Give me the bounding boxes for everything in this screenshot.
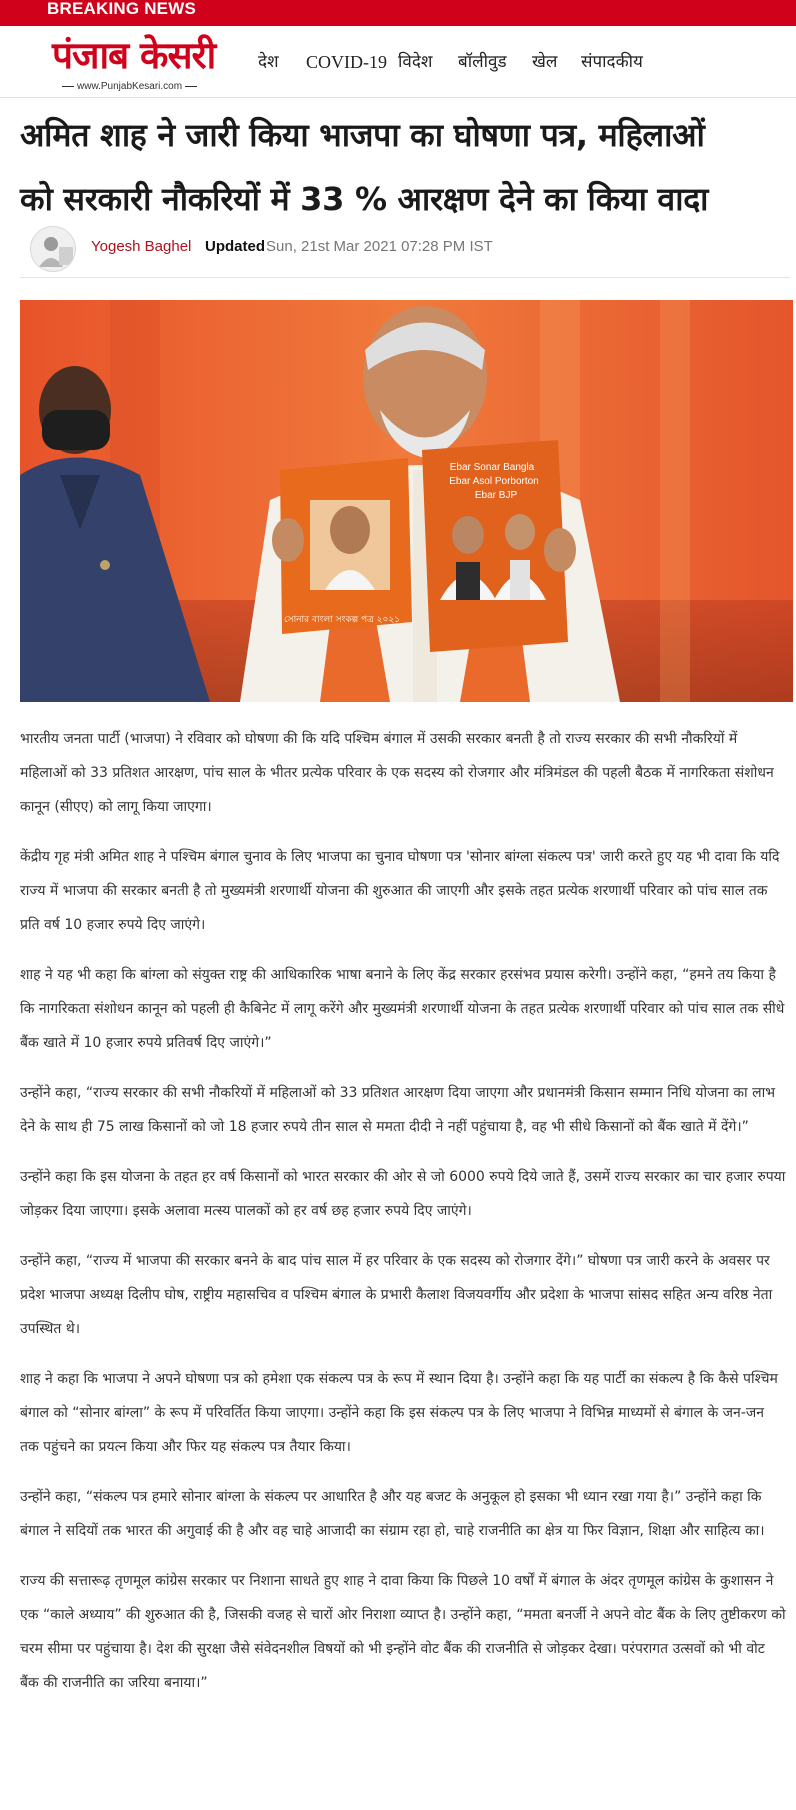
booklet-right-line-2: Ebar Asol Porborton: [449, 476, 539, 487]
article-body: [20, 722, 786, 1716]
author-avatar[interactable]: [30, 226, 76, 272]
booklet-right-line-3: Ebar BJP: [474, 490, 518, 501]
article-paragraph: उन्होंने कहा, “राज्य में भाजपा की सरकार बनने के बाद पांच साल में हर परिवार के एक सदस्य को रोजगार देंगे।” घोषणा पत्र जारी करने के अवसर पर प्रदेश भाजपा अध्यक्ष दिलीप घोष, राष्ट्रीय महासचिव व पश्चिम बंगाल के प्रभारी कैलाश विजयवर्गीय और प्रदेशा के भाजपा सांसद सहित अन्य वरिष्ठ नेता उपस्थित थे।: [20, 1253, 773, 1337]
nav-item-covid[interactable]: COVID-19: [306, 52, 387, 72]
site-logo[interactable]: [52, 34, 242, 94]
article-paragraph: उन्होंने कहा, “राज्य सरकार की सभी नौकरियों में महिलाओं को 33 प्रतिशत आरक्षण दिया जाएगा और प्रधानमंत्री किसान सम्मान निधि योजना का लाभ देने के साथ ही 75 लाख किसानों को जो 18 हजार रुपये तीन साल से ममता दीदी ने नहीं पहुंचाया है, वह भी सीधे किसानों को बैंक खाते में देंगे।”: [20, 1085, 776, 1135]
article-paragraph: शाह ने यह भी कहा कि बांग्ला को संयुक्त राष्ट्र की आधिकारिक भाषा बनाने के लिए केंद्र सरकार हरसंभव प्रयास करेगी। उन्होंने कहा, “हमने तय किया है कि नागरिकता संशोधन कानून को पहली ही कैबिनेट में लागू करेंगे और मुख्यमंत्री शरणार्थी योजना के तहत प्रत्येक शरणार्थी परिवार को पांच साल तक सीधे बैंक खाते में 10 हजार रुपये प्रतिवर्ष दिए जाएंगे।”: [20, 967, 785, 1051]
booklet-right-line-1: Ebar Sonar Bangla: [449, 462, 535, 473]
article-paragraph: राज्य की सत्तारूढ़ तृणमूल कांग्रेस सरकार पर निशाना साधते हुए शाह ने दावा किया कि पिछले 10 वर्षों में बंगाल के अंदर तृणमूल कांग्रेस के कुशासन ने एक “काले अध्याय” की शुरुआत की है, जिसकी वजह से चारों ओर निराशा व्याप्त है। उन्होंने कहा, “ममता बनर्जी ने अपने वोट बैंक के लिए तुष्टीकरण को चरम सीमा पर पहुंचाया है। देश की सुरक्षा जैसे संवेदनशील विषयों को भी इन्होंने वोट बैंक की राजनीति से जोड़कर देखा। परंपरागत उत्सवों को भी वोट बैंक की राजनीति का जरिया बनाया।”: [20, 1573, 786, 1691]
nav-item-videsh[interactable]: विदेश: [398, 52, 433, 72]
logo-url: www.PunjabKesari.com: [62, 81, 197, 92]
article-paragraph: भारतीय जनता पार्टी (भाजपा) ने रविवार को घोषणा की कि यदि पश्चिम बंगाल में उसकी सरकार बनती है तो राज्य सरकार की सभी नौकरियों में महिलाओं को 33 प्रतिशत आरक्षण, पांच साल के भीतर प्रत्येक परिवार के एक सदस्य को रोजगार और मंत्रिमंडल की पहली बैठक में नागरिकता संशोधन कानून (सीएए) को लागू किया जाएगा।: [20, 731, 774, 815]
author-name[interactable]: Yogesh Baghel: [91, 238, 192, 255]
article-paragraph: शाह ने कहा कि भाजपा ने अपने घोषणा पत्र को हमेशा एक संकल्प पत्र के रूप में स्थान दिया है। उन्होंने कहा कि यह पार्टी का संकल्प है कि कैसे पश्चिम बंगाल को “सोनार बांग्ला” के रूप में परिवर्तित किया जाएगा। उन्होंने कहा कि इस संकल्प पत्र के लिए भाजपा ने विभिन्न माध्यमों से बंगाल के जन-जन तक पहुंचने का प्रयत्न किया और फिर यह संकल्प पत्र तैयार किया।: [20, 1371, 778, 1455]
article-paragraph: उन्होंने कहा कि इस योजना के तहत हर वर्ष किसानों को भारत सरकार की ओर से जो 6000 रुपये दिये जाते हैं, उसमें राज्य सरकार का चार हजार रुपया जोड़कर दिया जाएगा। इसके अलावा मत्स्य पालकों को हर वर्ष छह हजार रुपये दिए जाएंगे।: [20, 1169, 786, 1219]
byline: [20, 222, 790, 278]
breaking-news-bar: [0, 0, 796, 26]
nav-item-desh[interactable]: देश: [258, 52, 279, 72]
nav-item-khel[interactable]: खेल: [532, 52, 558, 72]
article-paragraph: केंद्रीय गृह मंत्री अमित शाह ने पश्चिम बंगाल चुनाव के लिए भाजपा का चुनाव घोषणा पत्र 'सोनार बांग्ला संकल्प पत्र' जारी करते हुए यह भी दावा कि यदि राज्य में भाजपा की सरकार बनती है तो मुख्यमंत्री शरणार्थी योजना की शुरुआत की जाएगी और इसके तहत प्रत्येक शरणार्थी परिवार को पांच साल तक प्रति वर्ष 10 हजार रुपये दिए जाएंगे।: [20, 849, 780, 933]
author-avatar-image: [31, 227, 76, 272]
nav-item-sampadkiya[interactable]: संपादकीय: [581, 52, 643, 72]
nav-item-bollywood[interactable]: बॉलीवुड: [458, 52, 507, 72]
updated-timestamp: Sun, 21st Mar 2021 07:28 PM IST: [266, 238, 493, 255]
article-title-line-1: अमित शाह ने जारी किया भाजपा का घोषणा पत्र, महिलाओं: [20, 116, 705, 154]
article-title: [20, 103, 780, 231]
article-title-line-2: को सरकारी नौकरियों में 33 % आरक्षण देने का किया वादा: [20, 180, 709, 218]
hero-image: [20, 300, 793, 702]
logo-wordmark: पंजाब केसरी: [52, 34, 216, 77]
updated-label: Updated: [205, 238, 265, 255]
article-paragraph: उन्होंने कहा, “संकल्प पत्र हमारे सोनार बांग्ला के संकल्प पर आधारित है और यह बजट के अनुकूल हो इसका भी ध्यान रखा गया है।” उन्होंने कहा कि बंगाल ने सदियों तक भारत की अगुवाई की है और वह चाहे आजादी का संग्राम रहा हो, चाहे राजनीति का क्षेत्र या फिर विज्ञान, शिक्षा और साहित्य का।: [20, 1489, 765, 1539]
booklet-left-text: সোনার বাংলা সংকল্প পত্র ২০২১: [283, 615, 401, 625]
breaking-news-label: BREAKING NEWS: [47, 0, 196, 18]
